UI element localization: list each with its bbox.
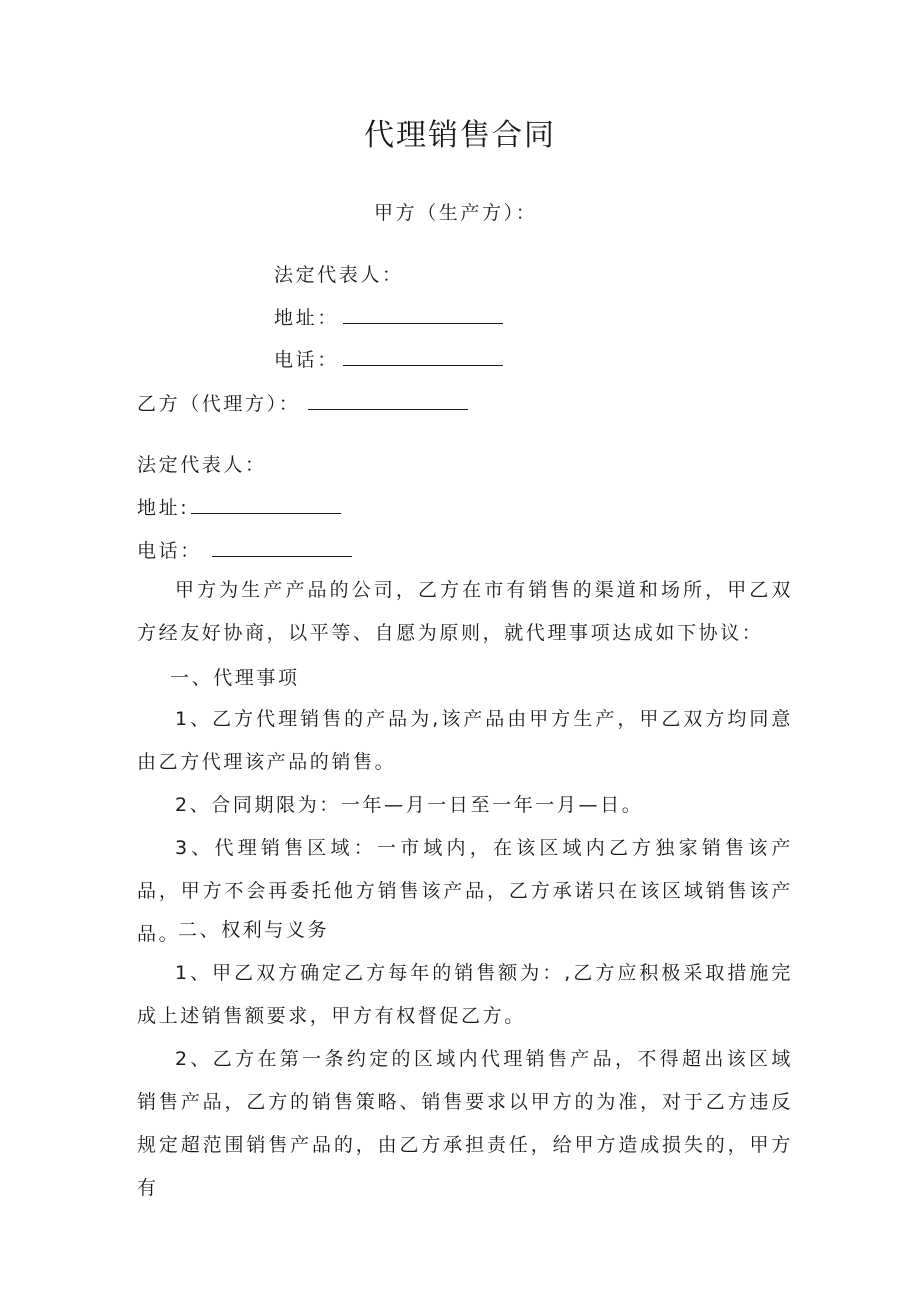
party-a-phone-row [274, 346, 503, 374]
party-b-label: 乙方（代理方）： [137, 393, 301, 415]
section1-item-3: 3、代理销售区域：一市域内，在该区域内乙方独家销售该产品，甲方不会再委托他方销售该产品，乙方承诺只在该区域销售该产品。 [137, 837, 793, 945]
party-b-address-row [137, 494, 341, 522]
section2-item-1: 1、甲乙双方确定乙方每年的销售额为：,乙方应积极采取措施完成上述销售额要求，甲方有权督促乙方。 [137, 962, 793, 1027]
document-title: 代理销售合同 [364, 118, 556, 153]
section1-heading: 一、代理事项 [170, 667, 300, 689]
party-b-phone-label: 电话： [137, 540, 202, 562]
party-a-rep-label: 法定代表人： [274, 264, 404, 286]
party-a-address-blank [343, 305, 503, 324]
party-a-address-row [274, 304, 503, 332]
party-b-name-blank [308, 391, 468, 410]
party-b-address-label: 地址: [137, 497, 190, 519]
party-b-rep-label: 法定代表人： [137, 454, 267, 476]
party-a-label: 甲方（生产方）： [374, 202, 538, 224]
party-a-phone-blank [343, 347, 503, 366]
party-b-phone-row [137, 537, 352, 565]
section2-item-2: 2、乙方在第一条约定的区域内代理销售产品，不得超出该区域销售产品，乙方的销售策略、销售要求以甲方的为准，对于乙方违反规定超范围销售产品的，由乙方承担责任，给甲方造成损失的，甲方有 [137, 1048, 793, 1199]
section1-item-1: 1、乙方代理销售的产品为,该产品由甲方生产，甲乙双方均同意由乙方代理该产品的销售。 [137, 708, 793, 773]
section2-heading: 二、权利与义务 [178, 919, 330, 941]
party-a-address-label: 地址： [274, 307, 339, 329]
intro-paragraph: 甲方为生产产品的公司，乙方在市有销售的渠道和场所，甲乙双方经友好协商，以平等、自愿为原则，就代理事项达成如下协议： [137, 579, 793, 644]
party-b-row [137, 390, 468, 418]
party-b-address-blank [191, 495, 341, 514]
section1-item-2: 2、合同期限为：一年—月一日至一年一月—日。 [175, 794, 644, 816]
party-a-phone-label: 电话： [274, 349, 339, 371]
party-b-phone-blank [212, 538, 352, 557]
